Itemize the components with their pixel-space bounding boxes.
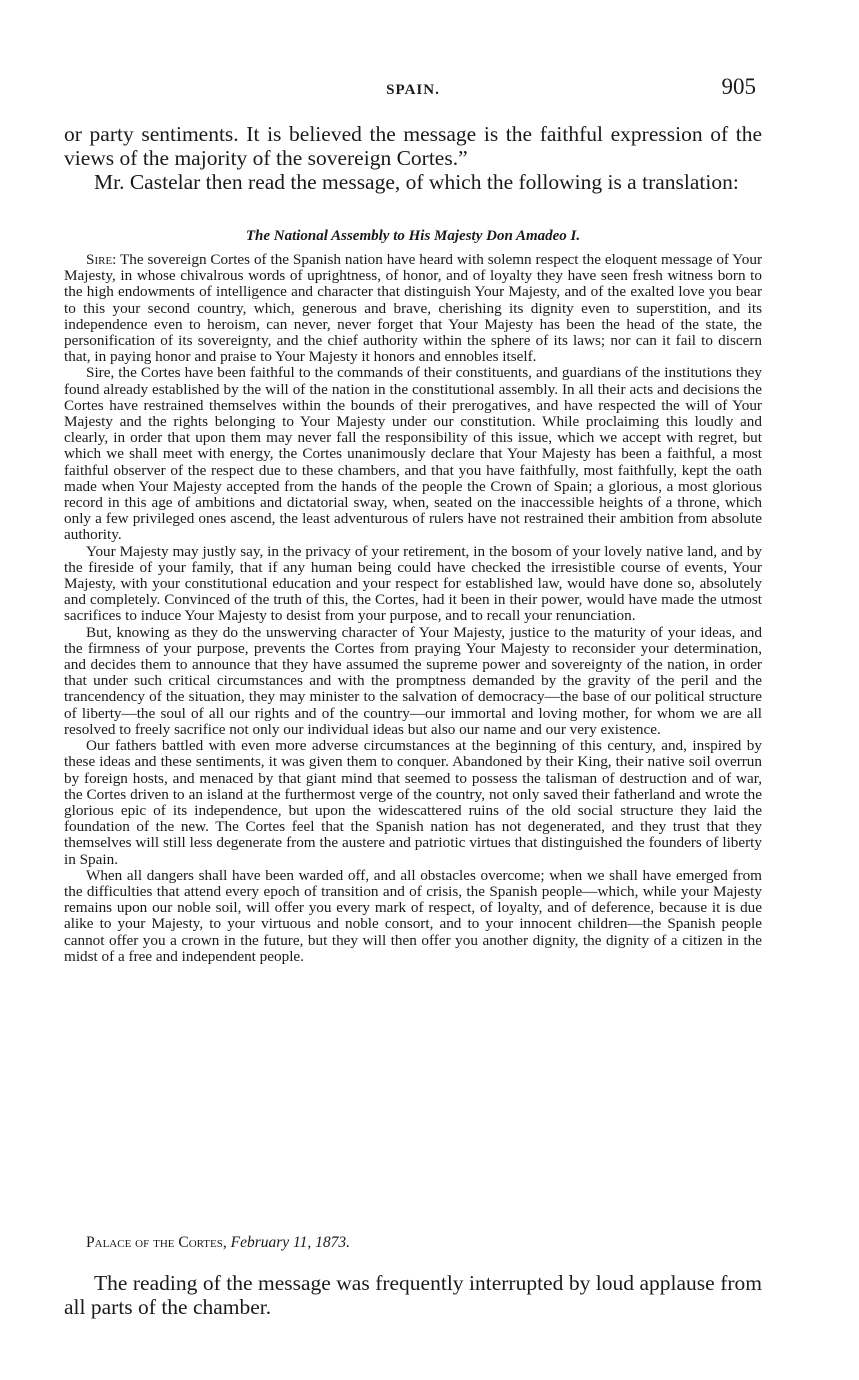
signoff (86, 1234, 350, 1252)
closing-text (64, 1271, 762, 1319)
lead-paragraph-2: Mr. Castelar then read the message, of which the following is a translation: (94, 170, 739, 194)
lead-paragraph-1: or party sentiments. It is believed the message is the faithful expression of the views of the majority of the sovereign Cortes.” (64, 122, 762, 170)
message-paragraph-6: When all dangers shall have been warded off, and all obstacles overcome; when we shall have emerged from the difficulties that attend every epoch of transition and of crisis, the Spanish people—which, while your Majesty remains upon our noble soil, will offer you every mark of respect, of loyalty, and of deference, because it is due alike to your Majesty, to your virtuous and noble consort, and to your innocent children—the Spanish people cannot offer you a crown in the future, but they will then offer you another dignity, the dignity of a citizen in the midst of a free and independent people. (64, 866, 762, 965)
message-paragraph-5: Our fathers battled with even more adverse circumstances at the beginning of this century, and, inspired by these ideas and these sentiments, it was given them to conquer. Abandoned by their King, their native soil overrun by foreign hosts, and menaced by that giant mind that seemed to possess the talisman of destruction and of war, the Cortes driven to an island at the furthermost verge of the country, not only saved their fatherland and wrote the glorious epic of its independence, but upon the widescattered ruins of the old social structure they laid the foundation of the new. The Cortes feel that the Spanish nation has not degenerated, and they trust that they themselves will still less degenerate from the austere and patriotic virtues that distinguished the founders of liberty in Spain. (64, 737, 762, 868)
message-title: The National Assembly to His Majesty Don Amadeo I. (245, 228, 581, 244)
page-number: 905 (721, 74, 756, 99)
signoff-date: February 11, 1873. (230, 1234, 351, 1251)
message-paragraph-4: But, knowing as they do the unswerving character of Your Majesty, justice to the maturity of your ideas, and the firmness of your purpose, prevents the Cortes from praying Your Majesty to reconsider your determination, and decides them to announce that they have assumed the supreme power and sovereignty of the nation, in order that under such critical circumstances and with the promptness demanded by the gravity of the peril and the trancendency of the situation, they may minister to the salvation of democracy—the base of our political structure of liberty—the soul of all our rights and of the country—our immortal and loving mother, for whom we are all resolved to freely sacrifice not only our individual ideas but also our name and our very existence. (64, 623, 762, 738)
lead-text (64, 122, 762, 194)
signoff-separator: , (222, 1234, 231, 1251)
salutation: Sire (86, 251, 113, 268)
closing-paragraph: The reading of the message was frequently interrupted by loud applause from all parts of the chamber. (64, 1271, 762, 1319)
message-paragraph-2: Sire, the Cortes have been faithful to the commands of their constituents, and guardians of the institutions they found already established by the will of the nation in the constitutional assembly. In all their acts and decisions the Cortes have restrained themselves within the bounds of their prerogatives, and have respected the will of Your Majesty and the rights belonging to Your Majesty under our constitution. While proclaiming this loudly and clearly, in order that upon them may never fall the responsibility of this issue, which we accept with regret, but which we shall meet with energy, the Cortes unanimously declare that Your Majesty has been a faithful, a most faithful observer of the respect due to these chambers, and that you have faithfully, most faithfully, kept the oath made when Your Majesty accepted from the hands of the people the Crown of Spain; a glorious, a most glorious record in this age of ambitions and dictatorial sway, when, seated on the inaccessible heights of a throne, which only a few privileged ones ascend, the least adventurous of rulers have not restrained their ambition from absolute authority. (64, 364, 762, 544)
message-body (64, 252, 762, 965)
page-header (64, 74, 762, 104)
message-paragraph-1 (64, 252, 762, 365)
signoff-place: Palace of the Cortes (86, 1234, 223, 1251)
message-paragraph-3: Your Majesty may justly say, in the privacy of your retirement, in the bosom of your lovely native land, and by the fireside of your family, that if any human being could have checked the irresistible course of events, Your Majesty, with your constitutional education and your respect for established law, would have done so, absolutely and completely. Convinced of the truth of this, the Cortes, had it been in their power, would have made the utmost sacrifices to induce Your Majesty to desist from your purpose, and to recall your renunciation. (64, 542, 762, 625)
message-paragraph-1-text: : The sovereign Cortes of the Spanish nation have heard with solemn respect the eloquent message of Your Majesty, in whose chivalrous words of uprightness, of honor, and of loyalty they have seen fresh witness born to the high endowments of intelligence and character that distinguish Your Majesty, and of the exalted love you bear to this your second country, which, generous and brave, cherishing its dignity even to superstition, and its independence even to heroism, can never, never forget that Your Majesty has been the head of the state, the personification of its sovereignty, and the chief authority within the sphere of its laws; nor can it fail to discern that, in paying honor and praise to Your Majesty it honors and ennobles itself. (64, 251, 762, 366)
running-head: SPAIN. (386, 82, 440, 98)
